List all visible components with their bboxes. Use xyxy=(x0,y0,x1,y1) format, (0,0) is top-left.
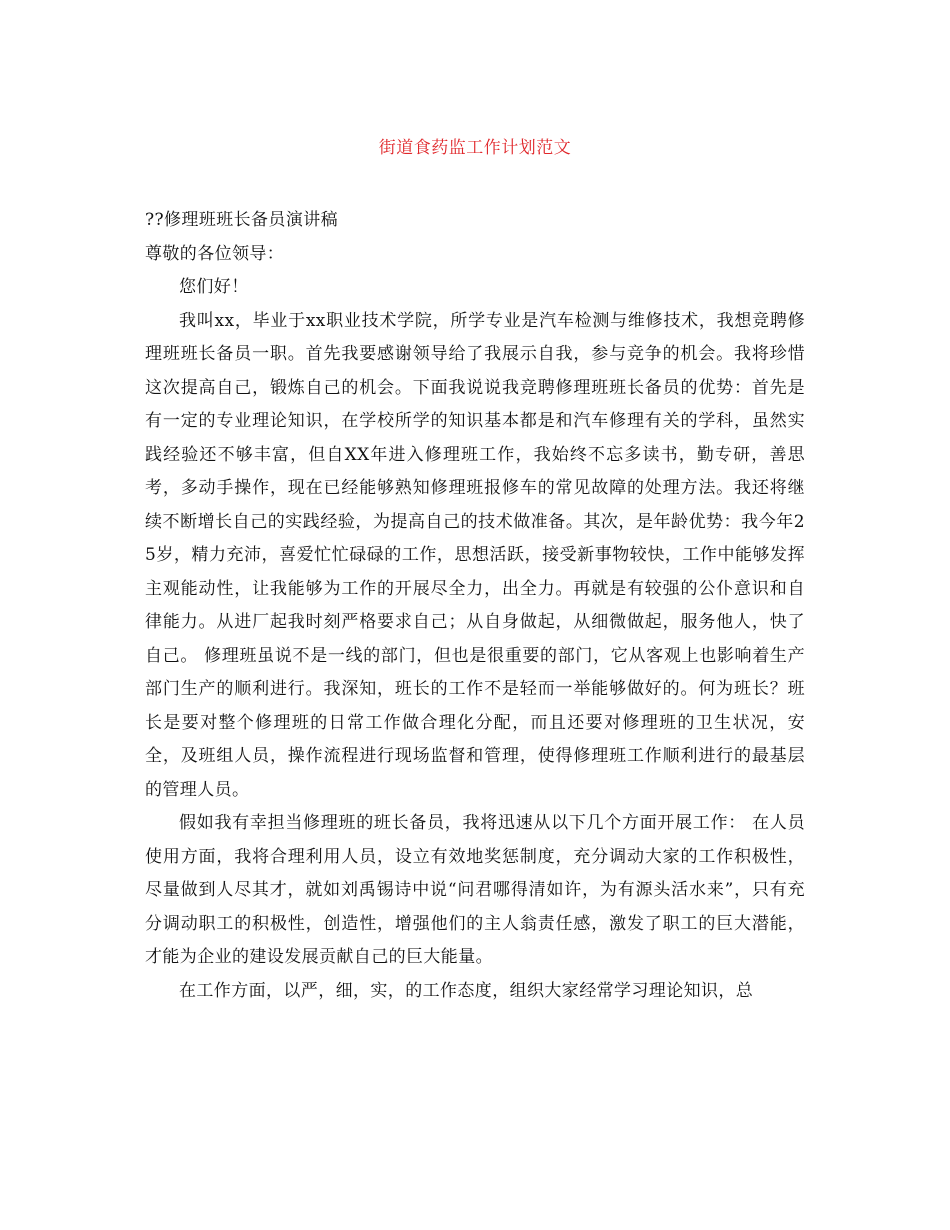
paragraph-introduction: 我叫xx，毕业于xx职业技术学院，所学专业是汽车检测与维修技术，我想竞聘修理班班长备员一职。首先我要感谢领导给了我展示自我，参与竞争的机会。我将珍惜这次提高自己，锻炼自己的机会。下面我说说我竞聘修理班班长备员的优势：首先是有一定的专业理论知识，在学校所学的知识基本都是和汽车修理有关的学科，虽然实践经验还不够丰富，但自XX年进入修理班工作，我始终不忘多读书，勤专研，善思考，多动手操作，现在已经能够熟知修理班报修车的常见故障的处理方法。我还将继续不断增长自己的实践经验，为提高自己的技术做准备。其次，是年龄优势：我今年25岁，精力充沛，喜爱忙忙碌碌的工作，思想活跃，接受新事物较快，工作中能够发挥主观能动性，让我能够为工作的开展尽全力，出全力。再就是有较强的公仆意识和自律能力。从进厂起我时刻严格要求自己；从自身做起，从细微做起，服务他人，快了自己。 修理班虽说不是一线的部门，但也是很重要的部门，它从客观上也影响着生产部门生产的顺利进行。我深知，班长的工作不是轻而一举能够做好的。何为班长？班长是要对整个修理班的日常工作做合理化分配，而且还要对修理班的卫生状况，安全，及班组人员，操作流程进行现场监督和管理，使得修理班工作顺利进行的最基层的管理人员。 xyxy=(145,310,805,800)
paragraph-work-plan: 假如我有幸担当修理班的班长备员，我将迅速从以下几个方面开展工作： 在人员使用方面，我将合理利用人员，设立有效地奖惩制度，充分调动大家的工作积极性，尽量做到人尽其才，就如刘禹锡诗中说“问君哪得清如许，为有源头活水来”，只有充分调动职工的积极性，创造性，增强他们的主人翁责任感，激发了职工的巨大潜能，才能为企业的建设发展贡献自己的巨大能量。 xyxy=(145,813,805,967)
speech-heading: ??修理班班长备员演讲稿 xyxy=(145,210,339,230)
document-title: 街道食药监工作计划范文 xyxy=(378,138,572,158)
paragraph-greeting: 您们好！ xyxy=(179,277,249,297)
salutation: 尊敬的各位领导： xyxy=(145,243,285,264)
document-body xyxy=(145,204,805,1008)
paragraph-work-attitude: 在工作方面，以严，细，实，的工作态度，组织大家经常学习理论知识，总 xyxy=(179,980,754,1001)
